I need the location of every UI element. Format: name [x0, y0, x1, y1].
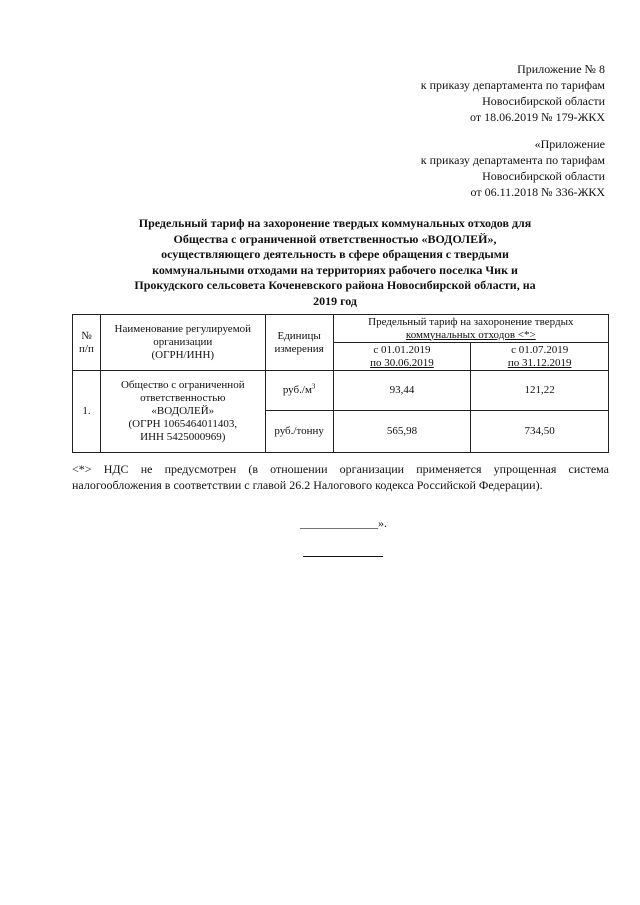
period-2-start: с 01.07.2019 [511, 343, 569, 356]
appendix-header-previous [421, 136, 605, 200]
org-inn: ИНН 5425000969) [140, 431, 226, 443]
period-2-end: по 31.12.2019 [507, 356, 572, 369]
period-1-end: по 30.06.2019 [370, 356, 434, 369]
header-unit-line: Единицы [277, 329, 321, 342]
header-tariff-group [333, 315, 608, 343]
header-period-2 [471, 343, 609, 371]
document-title [100, 216, 570, 310]
appendix-order-date: от 18.06.2019 № 179-ЖКХ [470, 110, 605, 124]
org-line: ответственностью [140, 392, 226, 404]
title-line: Предельный тариф на захоронение твердых коммунальных отходов для [138, 216, 532, 230]
appendix-prev-order-date: от 06.11.2018 № 336-ЖКХ [470, 185, 605, 199]
table-row [73, 371, 609, 411]
footnote: <*> НДС не предусмотрен (в отношении организации применяется упрощенная система налогообложения в соответствии с главой 26.2 Налогового кодекса Российской Федерации). [72, 462, 609, 492]
header-tariff-line: коммунальных отходов <*> [405, 328, 536, 341]
closing-mark: _____________». [300, 516, 387, 530]
header-organization-line: организации [153, 336, 213, 348]
header-number-symbol: № [81, 329, 92, 342]
value-cell-p1: 93,44 [333, 371, 471, 411]
organization-cell [100, 371, 265, 453]
header-unit [265, 315, 333, 371]
header-period-1 [333, 343, 471, 371]
org-ogrn: (ОГРН 1065464011403, [128, 418, 238, 430]
title-line: 2019 год [313, 293, 357, 308]
unit-text: руб./тонну [274, 425, 324, 437]
header-unit-line: измерения [274, 342, 324, 355]
period-1-start: с 01.01.2019 [373, 343, 431, 356]
org-line: Общество с ограниченной [120, 379, 245, 391]
unit-text: руб./м [282, 384, 312, 396]
title-line: коммунальными отходами на территориях рабочего поселка Чик и [152, 262, 518, 277]
value-cell-p2: 734,50 [471, 411, 609, 453]
unit-cell [265, 411, 333, 453]
value-cell-p1: 565,98 [333, 411, 471, 453]
org-name: «ВОДОЛЕЙ» [151, 405, 215, 417]
tariff-table [72, 314, 609, 453]
title-line: осуществляющего деятельность в сфере обращения с твердыми [161, 247, 509, 262]
separator-line [303, 556, 383, 557]
header-organization-line: (ОГРН/ИНН) [151, 349, 215, 361]
header-organization [100, 315, 265, 371]
header-organization-line: Наименование регулируемой [114, 323, 252, 335]
appendix-prev-title: «Приложение [534, 137, 605, 151]
appendix-region: Новосибирской области [482, 94, 605, 108]
header-tariff-line: Предельный тариф на захоронение твердых [368, 315, 574, 328]
header-number [73, 315, 101, 371]
title-line: Прокудского сельсовета Коченевского района Новосибирской области, на [134, 278, 536, 293]
unit-superscript: 3 [311, 382, 316, 391]
title-line: Общества с ограниченной ответственностью «ВОДОЛЕЙ», [173, 231, 497, 246]
table-header-row [73, 315, 609, 343]
appendix-number: Приложение № 8 [517, 62, 605, 76]
appendix-prev-region: Новосибирской области [482, 169, 605, 183]
appendix-prev-order-ref: к приказу департамента по тарифам [420, 153, 605, 167]
value-cell-p2: 121,22 [471, 371, 609, 411]
header-number-abbr: п/п [79, 342, 94, 355]
unit-cell [265, 371, 333, 411]
row-number: 1. [73, 371, 101, 453]
appendix-header-current [421, 61, 605, 125]
appendix-order-ref: к приказу департамента по тарифам [420, 78, 605, 92]
